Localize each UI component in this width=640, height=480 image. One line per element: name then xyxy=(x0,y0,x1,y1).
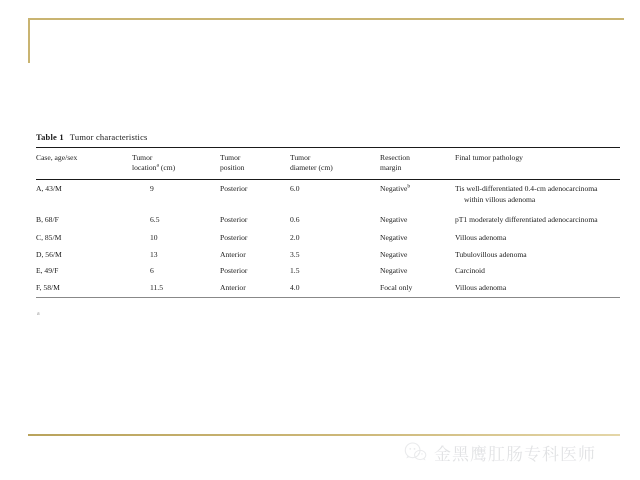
cell-diameter: 1.5 xyxy=(290,266,300,276)
table-row xyxy=(36,247,620,264)
table-row xyxy=(36,210,620,230)
cell-case: C, 85/M xyxy=(36,232,62,242)
table-row xyxy=(36,230,620,247)
cell-pathology: Villous adenoma xyxy=(455,283,507,293)
bottom-gold-rule xyxy=(28,434,620,436)
column-header-resection-margin: Resection margin xyxy=(380,152,410,173)
cell-location: 6 xyxy=(150,266,154,276)
watermark xyxy=(404,440,596,465)
cell-case: D, 56/M xyxy=(36,249,62,259)
table-caption xyxy=(36,132,620,142)
column-header-tumor-position: Tumor position xyxy=(220,152,245,173)
footnote-sup-b: b xyxy=(407,183,411,190)
column-header-case: Case, age/sex xyxy=(36,152,78,162)
watermark-text: 金黑鹰肛肠专科医师 xyxy=(434,445,596,465)
cell-diameter: 3.5 xyxy=(290,249,300,259)
tumor-characteristics-table-block xyxy=(36,132,620,298)
column-header-tumor-diameter: Tumor diameter (cm) xyxy=(290,152,333,173)
cell-margin: Negative$^b$ xyxy=(380,183,411,194)
cell-location: 13 xyxy=(150,249,158,259)
left-gold-rule xyxy=(28,18,30,63)
cell-pathology: Carcinoid xyxy=(455,266,485,276)
cell-margin: Negative xyxy=(380,249,408,259)
cell-margin: Negative xyxy=(380,266,408,276)
column-header-tumor-location: Tumor location$^a$ (cm) xyxy=(132,152,176,173)
cell-pathology: Tubulovillous adenoma xyxy=(455,249,527,259)
cell-case: F, 58/M xyxy=(36,283,60,293)
cell-pathology: pT1 moderately differentiated adenocarcinoma xyxy=(455,214,598,224)
cell-location: 11.5 xyxy=(150,283,164,293)
table-body xyxy=(36,179,620,297)
cell-pathology: Tis well-differentiated 0.4-cm adenocarcinoma within villous adenoma xyxy=(455,184,598,204)
table-caption-text: Tumor characteristics xyxy=(69,132,148,142)
top-gold-rule xyxy=(28,18,624,20)
footnote-sup-a: a xyxy=(156,162,159,169)
cell-diameter: 0.6 xyxy=(290,214,300,224)
cell-margin: Negative xyxy=(380,232,408,242)
cell-case: E, 49/F xyxy=(36,266,59,276)
table-row xyxy=(36,280,620,297)
table-row xyxy=(36,179,620,210)
cell-position: Posterior xyxy=(220,266,248,276)
table-caption-label: Table 1 xyxy=(36,132,64,142)
cell-position: Posterior xyxy=(220,184,248,194)
cell-case: A, 43/M xyxy=(36,184,62,194)
cell-case: B, 68/F xyxy=(36,214,59,224)
table-header-row xyxy=(36,148,620,180)
cell-diameter: 2.0 xyxy=(290,232,300,242)
cell-position: Posterior xyxy=(220,214,248,224)
table-row xyxy=(36,263,620,280)
table-footnote-marker: a xyxy=(37,311,40,317)
cell-margin: Focal only xyxy=(380,283,413,293)
cell-pathology: Villous adenoma xyxy=(455,232,507,242)
cell-position: Anterior xyxy=(220,249,246,259)
cell-location: 10 xyxy=(150,232,158,242)
cell-diameter: 4.0 xyxy=(290,283,300,293)
column-header-final-tumor-pathology: Final tumor pathology xyxy=(455,152,523,162)
cell-margin: Negative xyxy=(380,214,408,224)
cell-location: 6.5 xyxy=(150,214,160,224)
table-header xyxy=(36,148,620,180)
cell-diameter: 6.0 xyxy=(290,184,300,194)
cell-location: 9 xyxy=(150,184,154,194)
tumor-characteristics-table xyxy=(36,147,620,298)
cell-position: Posterior xyxy=(220,232,248,242)
wechat-logo-icon xyxy=(404,441,427,464)
cell-position: Anterior xyxy=(220,283,246,293)
